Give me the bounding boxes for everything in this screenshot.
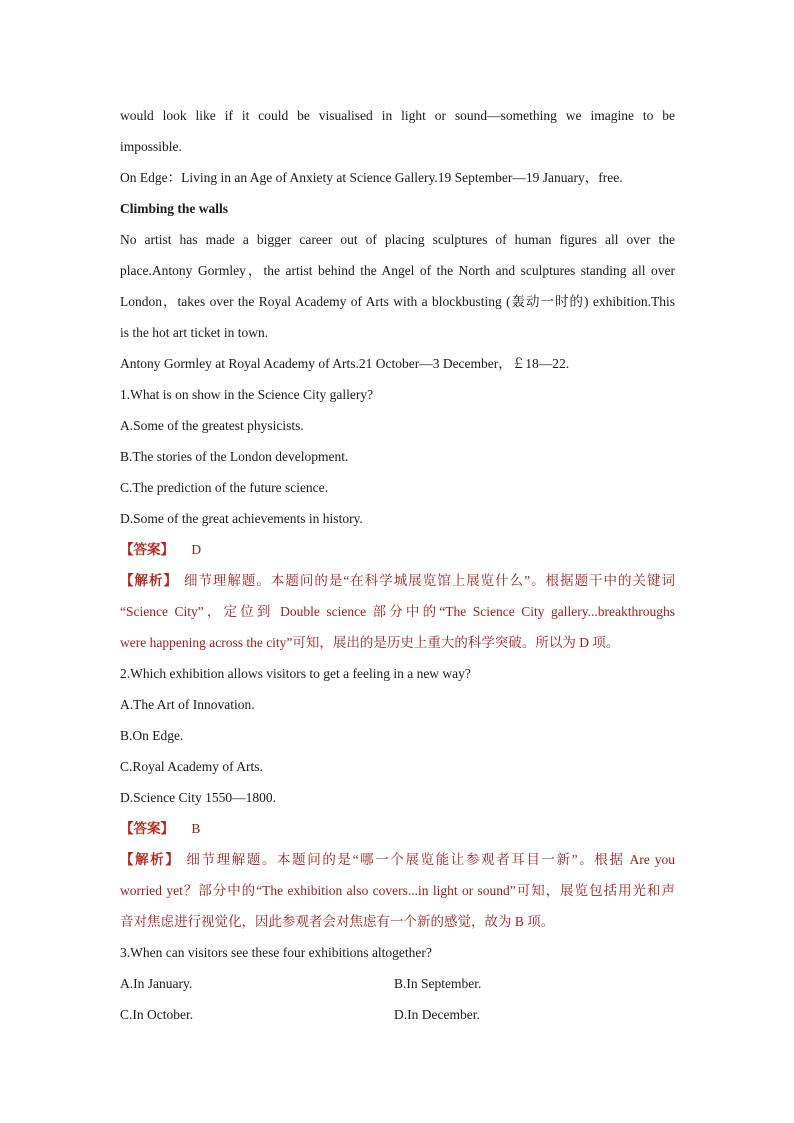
option: C.The prediction of the future science. xyxy=(120,480,329,495)
analysis-line: 音对焦虑进行视觉化，因此参观者会对焦虑有一个新的感觉，故为 B 项。 xyxy=(120,914,555,929)
passage-line: London，takes over the Royal Academy of Arts with a blockbusting (轰动一时的) exhibition.This xyxy=(120,294,675,309)
option: A.In January. xyxy=(120,976,193,991)
document-body xyxy=(120,100,675,1030)
exhibition-info-gormley: Antony Gormley at Royal Academy of Arts.21 October—3 December，￡18—22. xyxy=(120,356,570,371)
analysis-tag: 【解析】 xyxy=(120,852,181,867)
answer-value: B xyxy=(191,821,201,836)
answer-line xyxy=(120,813,675,844)
answer-tag: 【答案】 xyxy=(120,821,174,836)
passage-line: No artist has made a bigger career out of placing sculptures of human figures all over the xyxy=(120,232,675,247)
question-stem: 3.When can visitors see these four exhibitions altogether? xyxy=(120,945,432,960)
analysis-line: “Science City”，定位到 Double science 部分中的“The Science City gallery...breakthroughs xyxy=(120,604,675,619)
answer-line xyxy=(120,534,675,565)
options-row xyxy=(120,999,675,1030)
options-row xyxy=(120,968,675,999)
option: D.Some of the great achievements in history. xyxy=(120,511,363,526)
option: B.The stories of the London development. xyxy=(120,449,349,464)
option: B.In September. xyxy=(394,976,482,991)
passage-line: is the hot art ticket in town. xyxy=(120,325,269,340)
section-heading: Climbing the walls xyxy=(120,201,229,216)
answer-value: D xyxy=(191,542,202,557)
option: D.Science City 1550—1800. xyxy=(120,790,276,805)
analysis-text: 细节理解题。本题问的是“在科学城展览馆上展览什么”。根据题干中的关键词 xyxy=(183,573,676,588)
analysis-line: were happening across the city”可知，展出的是历史上重大的科学突破。所以为 D 项。 xyxy=(120,635,620,650)
option: D.In December. xyxy=(394,1007,480,1022)
option: A.The Art of Innovation. xyxy=(120,697,255,712)
exhibition-info-on-edge: On Edge：Living in an Age of Anxiety at Science Gallery.19 September—19 January，free. xyxy=(120,170,623,185)
passage-line: place.Antony Gormley，the artist behind the Angel of the North and sculptures standing all over xyxy=(120,263,675,278)
question-stem: 1.What is on show in the Science City gallery? xyxy=(120,387,374,402)
analysis-line: worried yet？部分中的“The exhibition also covers...in light or sound”可知，展览包括用光和声 xyxy=(120,883,675,898)
question-stem: 2.Which exhibition allows visitors to get a feeling in a new way? xyxy=(120,666,471,681)
passage-line: impossible. xyxy=(120,139,182,154)
passage-line: would look like if it could be visualised in light or sound—something we imagine to be xyxy=(120,108,675,123)
option: C.In October. xyxy=(120,1007,194,1022)
answer-tag: 【答案】 xyxy=(120,542,174,557)
option: A.Some of the greatest physicists. xyxy=(120,418,304,433)
analysis-line xyxy=(120,844,675,875)
analysis-tag: 【解析】 xyxy=(120,573,178,588)
option: C.Royal Academy of Arts. xyxy=(120,759,263,774)
option: B.On Edge. xyxy=(120,728,184,743)
analysis-line xyxy=(120,565,675,596)
analysis-text: 细节理解题。本题问的是“哪一个展览能让参观者耳目一新”。根据 Are you xyxy=(186,852,675,867)
